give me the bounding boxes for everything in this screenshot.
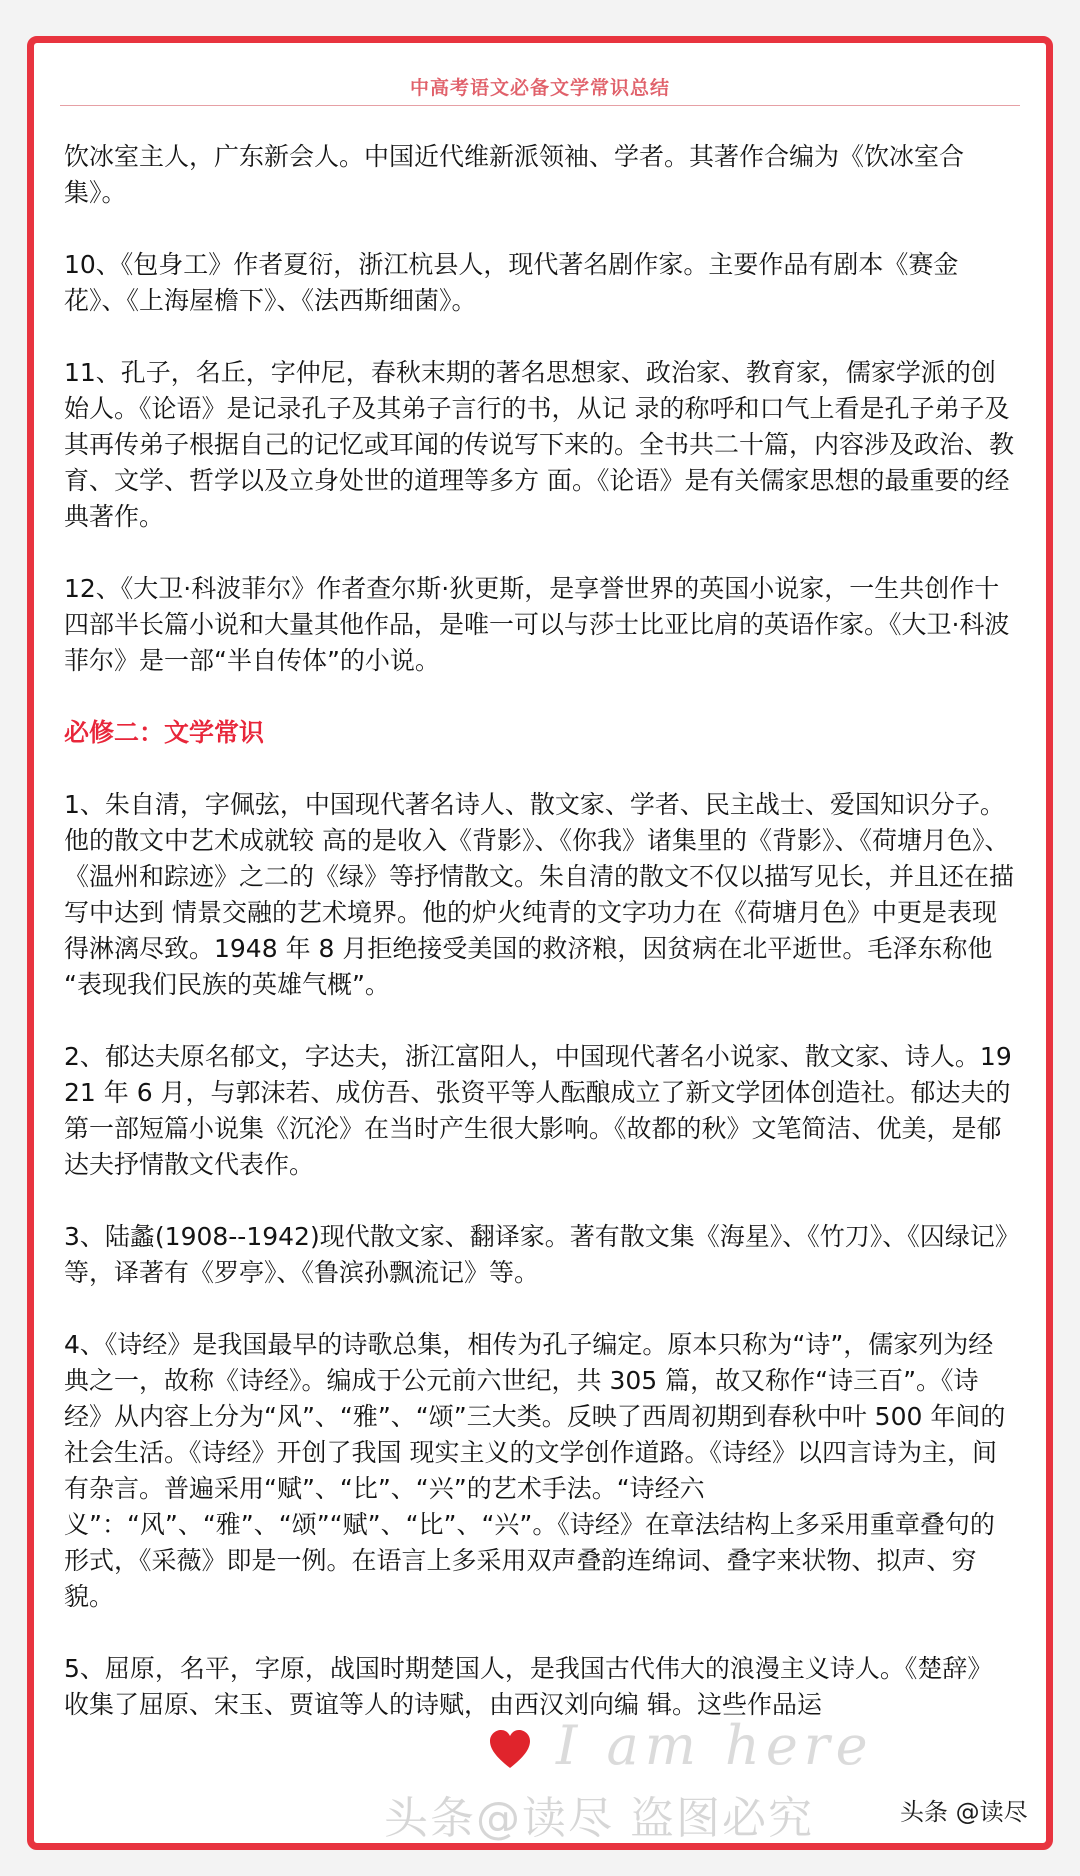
- watermark-copyright: 头条@读尽 盗图必究: [384, 1793, 814, 1844]
- section-heading: 必修二：文学常识: [64, 718, 265, 747]
- paragraph-1-zhu-ziqing: 1、朱自清，字佩弦，中国现代著名诗人、散文家、学者、民主战士、爱国知识分子。他的散文中艺术成就较 高的是收入《背影》、《你我》诸集里的《背影》、《荷塘月色》、《温州和踪迹》之二的《绿》等抒情散文。朱自清的散文不仅以描写见长，并且还在描写中达到 情景交融的艺术境界。他的炉火纯青的文字功力在《荷塘月色》中更是表现得淋漓尽致。1948 年 8 月拒绝接受美国的救济粮，因贫病在北平逝世。毛泽东称他 “表现我们民族的英雄气概”。: [64, 790, 1015, 999]
- header-divider: [60, 105, 1020, 106]
- article-body: [64, 139, 1016, 1759]
- paragraph-5-qu-yuan: 5、屈原，名平，字原，战国时期楚国人，是我国古代伟大的浪漫主义诗人。《楚辞》收集了屈原、宋玉、贾谊等人的诗赋，由西汉刘向编 辑。这些作品运: [64, 1654, 993, 1719]
- page-header-title: 中高考语文必备文学常识总结: [409, 77, 670, 99]
- paragraph-11-confucius: 11、孔子，名丘，字仲尼，春秋末期的著名思想家、政治家、教育家，儒家学派的创始人。《论语》是记录孔子及其弟子言行的书，从记 录的称呼和口气上看是孔子弟子及其再传弟子根据自己的记忆或耳闻的传说写下来的。全书共二十篇，内容涉及政治、教育、文学、哲学以及立身处世的道理等多方 面。《论语》是有关儒家思想的最重要的经典著作。: [64, 358, 1015, 531]
- watermark-script: I am here: [556, 1714, 874, 1777]
- paragraph-4-shijing: 4、《诗经》是我国最早的诗歌总集，相传为孔子编定。原本只称为“诗”，儒家列为经典之一，故称《诗经》。编成于公元前六世纪，共 305 篇，故又称作“诗三百”。《诗经》从内容上分为“风”、“雅”、“颂”三大类。反映了西周初期到春秋中叶 500 年间的社会生活。《诗经》开创了我国 现实主义的文学创作道路。《诗经》以四言诗为主，间有杂言。普遍采用“赋”、“比”、“兴”的艺术手法。“诗经六义”：“风”、“雅”、“颂”“赋”、“比”、“兴”。《诗经》在章法结构上多采用重章叠句的形式，《采薇》即是一例。在语言上多采用双声叠韵连绵词、叠字来状物、拟声、穷貌。: [64, 1330, 1006, 1611]
- watermark-handle: 头条 @读尽: [900, 1798, 1028, 1826]
- page-frame: [27, 36, 1053, 1850]
- heart-icon: [488, 1728, 532, 1772]
- paragraph-liang-qichao: 饮冰室主人，广东新会人。中国近代维新派领袖、学者。其著作合编为《饮冰室合集》。: [64, 142, 965, 207]
- paragraph-12-david-copperfield: 12、《大卫·科波菲尔》作者查尔斯·狄更斯，是享誉世界的英国小说家，一生共创作十四部半长篇小说和大量其他作品，是唯一可以与莎士比亚比肩的英语作家。《大卫·科波菲尔》是一部“半自传体”的小说。: [64, 574, 1010, 675]
- paragraph-10-baoshengong: 10、《包身工》作者夏衍，浙江杭县人，现代著名剧作家。主要作品有剧本《赛金花》、《上海屋檐下》、《法西斯细菌》。: [64, 250, 959, 315]
- paragraph-2-yu-dafu: 2、郁达夫原名郁文，字达夫，浙江富阳人，中国现代著名小说家、散文家、诗人。1921 年 6 月，与郭沫若、成仿吾、张资平等人酝酿成立了新文学团体创造社。郁达夫的第一部短篇小说集《沉沦》在当时产生很大影响。《故都的秋》文笔简洁、优美，是郁达夫抒情散文代表作。: [64, 1042, 1012, 1179]
- paragraph-3-lu-li: 3、陆蠡(1908--1942)现代散文家、翻译家。著有散文集《海星》、《竹刀》、《囚绿记》等，译著有《罗亭》、《鲁滨孙飘流记》等。: [64, 1222, 1008, 1287]
